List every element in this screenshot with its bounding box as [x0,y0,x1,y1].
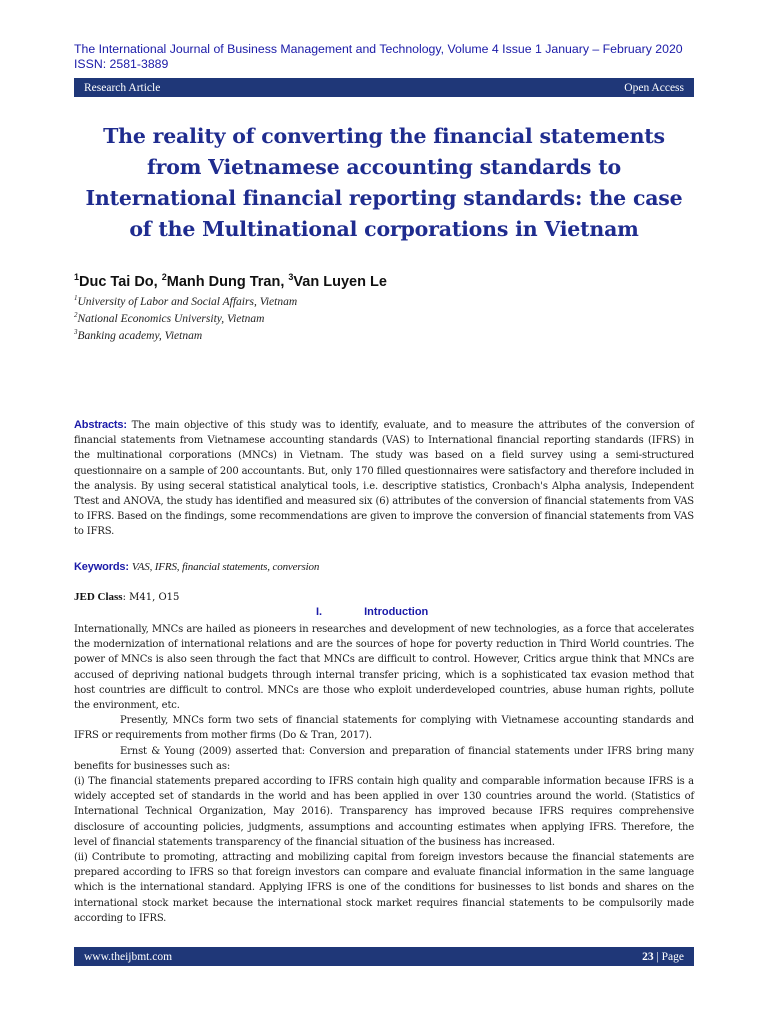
abstract [74,418,694,540]
affiliation-number: 3 [74,328,78,336]
journal-citation: The International Journal of Business Management and Technology, Volume 4 Issue 1 January – February 2020 [74,42,683,56]
footer-website[interactable]: www.theijbmt.com [84,950,173,963]
journal-issn: ISSN: 2581-3889 [74,57,169,71]
page-label: | Page [653,950,684,963]
affiliation-number: 2 [74,311,78,319]
jed-label: JED Class [74,591,123,603]
section-heading [316,606,428,618]
affiliation-text: University of Labor and Social Affairs, Vietnam [77,295,298,308]
jed-codes: : M41, O15 [122,592,180,603]
jed-class [74,591,694,603]
author-name: Duc Tai Do, [79,273,158,290]
affiliation-text: Banking academy, Vietnam [77,329,203,342]
affiliation [74,328,694,342]
paragraph: (ii) Contribute to promoting, attracting and mobilizing capital from foreign investors because the financial statements are prepared according to IFRS so that foreign investors can compare and evaluate financial information in the same language which is the international standard. Applying IFRS is one of the conditions for businesses to list bonds and shares on the international stock market because the international stock market requires financial statements to be compulsorily made according to IFRS. [74,852,694,924]
paper-title: The reality of converting the financial statements from Vietnamese accounting standards to International financial reporting standards: the case of the Multinational corporations in Vietnam [85,124,683,241]
page-footer [74,947,694,966]
page-number: 23 [642,950,654,963]
author-number: 1 [74,272,80,282]
journal-header [74,42,694,72]
section-title: Introduction [364,606,429,618]
affiliation-text: National Economics University, Vietnam [77,312,265,325]
affiliation [74,311,694,325]
footer-page [642,951,684,963]
author-name: Manh Dung Tran, [166,273,285,290]
paragraph: (i) The financial statements prepared according to IFRS contain high quality and comparable information because IFRS is a widely accepted set of standards in the world and has been applied in over 130 countries around the world. (Statistics of International Technical Organization, May 2016). Transparency has improved because IFRS requires comprehensive disclosure of accounting policies, judgments, assumptions and accounting estimates when applying IFRS. Therefore, the level of financial statements transparency of the financial situation of the business has increased. [74,776,694,848]
author-name: Van Luyen Le [293,273,387,290]
affiliation-number: 1 [74,294,78,302]
article-type-bar [74,78,694,97]
section-number: I. [316,606,323,618]
open-access-label: Open Access [624,81,684,94]
author-number: 3 [288,272,294,282]
keywords [74,560,694,575]
keywords-text: VAS, IFRS, financial statements, conversion [131,561,320,573]
introduction-body [74,622,694,926]
abstract-text: The main objective of this study was to identify, evaluate, and to measure the attributes of the conversion of financial statements from Vietnamese accounting standards (VAS) to International financial reporting standards (IFRS) in the multinational corporations (MNCs) in Vietnam. The study was based on a field survey using a semi-structured questionnaire on a sample of 200 accountants. But, only 170 filled questionnaires were satisfactory and therefore included in the analysis. By using seceral statistical analytical tools, i.e. descriptive statistics, Cronbach's Alpha analysis, Independent Ttest and ANOVA, the study has identified and measured six (6) attributes of the conversion of financial statements from VAS to IFRS. Based on the findings, some recommendations are given to improve the conversion of financial statements from VAS to IFRS. [74,420,694,538]
abstract-label: Abstracts: [74,419,127,431]
affiliation [74,294,694,308]
author-number: 2 [161,272,167,282]
keywords-label: Keywords: [74,561,129,573]
paragraph: Ernst & Young (2009) asserted that: Conversion and preparation of financial statements under IFRS bring many benefits for businesses such as: [74,745,694,772]
paragraph: Internationally, MNCs are hailed as pioneers in researches and development of new technologies, as a force that accelerates the modernization of international relations and are the sources of hope for poverty reduction in Third World countries. The power of MNCs is also seen through the fact that MNCs are difficult to control. However, Critics argue think that MNCs are accused of depriving national budgets through internal transfer pricing, which is a sophisticated tax evasion method that host countries are difficult to control. MNCs are those who exploit underdeveloped countries, abuse human rights, pollute the environment, etc. [74,624,694,712]
author-list [74,272,694,290]
paragraph: Presently, MNCs form two sets of financial statements for complying with Vietnamese accounting standards and IFRS or requirements from mother firms (Do & Tran, 2017). [74,715,694,742]
article-type-label: Research Article [84,81,161,94]
